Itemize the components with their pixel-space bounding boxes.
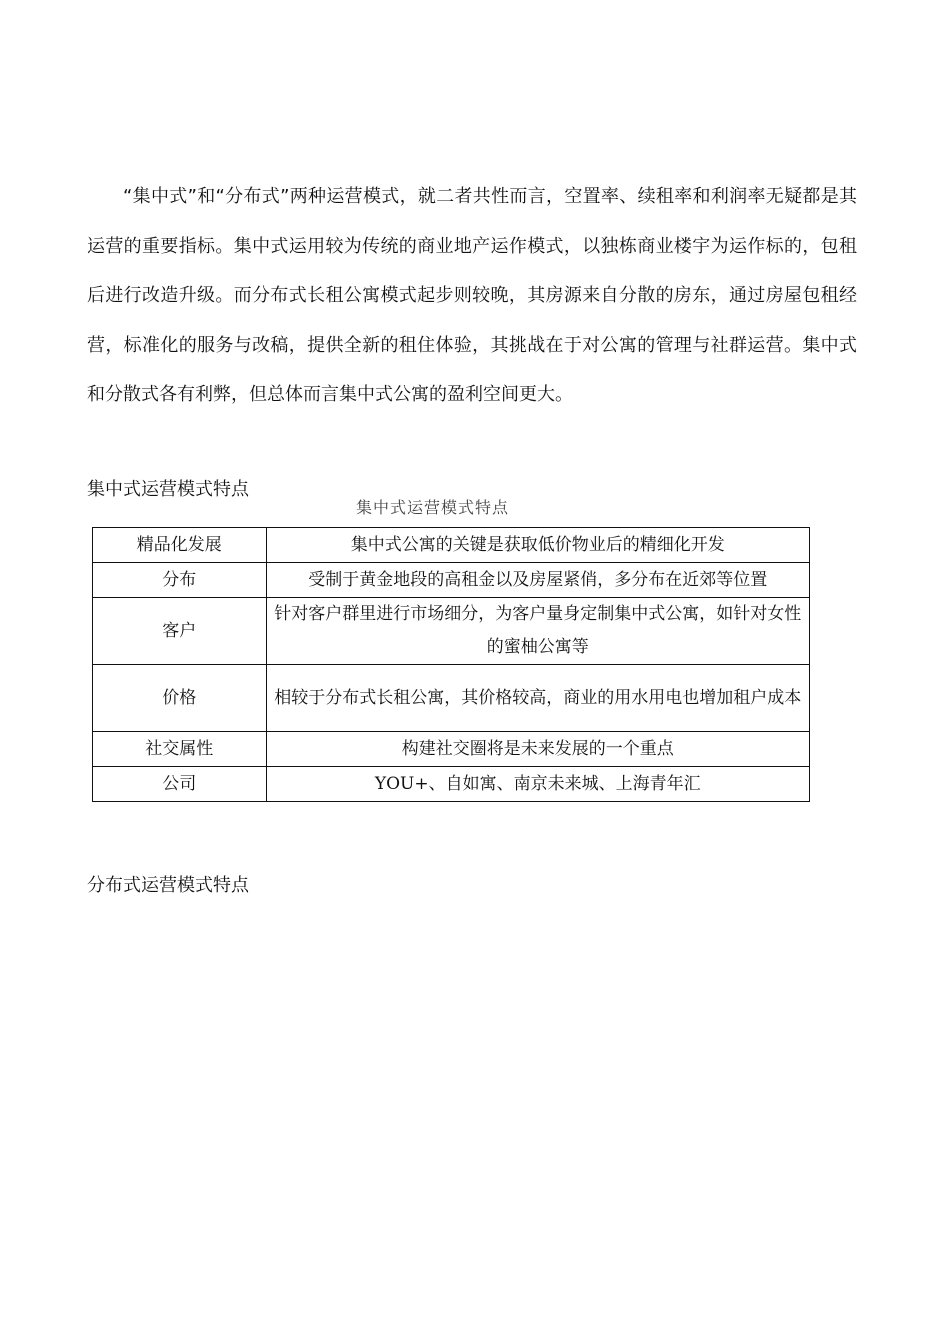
row-label: 客户 (93, 598, 267, 665)
section-heading-centralized: 集中式运营模式特点 (87, 479, 249, 500)
intro-paragraph: “集中式”和“分布式”两种运营模式，就二者共性而言，空置率、续租率和利润率无疑都是其运营的重要指标。集中式运用较为传统的商业地产运作模式，以独栋商业楼宇为运作标的，包租后进行改造升级。而分布式长租公寓模式起步则较晚，其房源来自分散的房东，通过房屋包租经营，标准化的服务与改稿，提供全新的租住体验，其挑战在于对公寓的管理与社群运营。集中式和分散式各有利弊，但总体而言集中式公寓的盈利空间更大。 (87, 186, 857, 405)
centralized-features-table (92, 527, 810, 802)
table-caption: 集中式运营模式特点 (356, 498, 510, 517)
row-label: 价格 (93, 665, 267, 732)
table-row (93, 528, 810, 563)
row-content: 受制于黄金地段的高租金以及房屋紧俏，多分布在近郊等位置 (266, 563, 810, 598)
row-label: 分布 (93, 563, 267, 598)
table-row (93, 598, 810, 665)
row-content: 针对客户群里进行市场细分，为客户量身定制集中式公寓，如针对女性的蜜柚公寓等 (266, 598, 810, 665)
row-label: 精品化发展 (93, 528, 267, 563)
row-label: 社交属性 (93, 732, 267, 767)
table-row (93, 563, 810, 598)
row-content: YOU+、自如寓、南京未来城、上海青年汇 (266, 767, 810, 802)
row-content: 集中式公寓的关键是获取低价物业后的精细化开发 (266, 528, 810, 563)
row-content: 相较于分布式长租公寓，其价格较高，商业的用水用电也增加租户成本 (266, 665, 810, 732)
table-row (93, 665, 810, 732)
row-label: 公司 (93, 767, 267, 802)
section-heading-distributed: 分布式运营模式特点 (87, 875, 249, 896)
table-row (93, 732, 810, 767)
row-content: 构建社交圈将是未来发展的一个重点 (266, 732, 810, 767)
table-row (93, 767, 810, 802)
